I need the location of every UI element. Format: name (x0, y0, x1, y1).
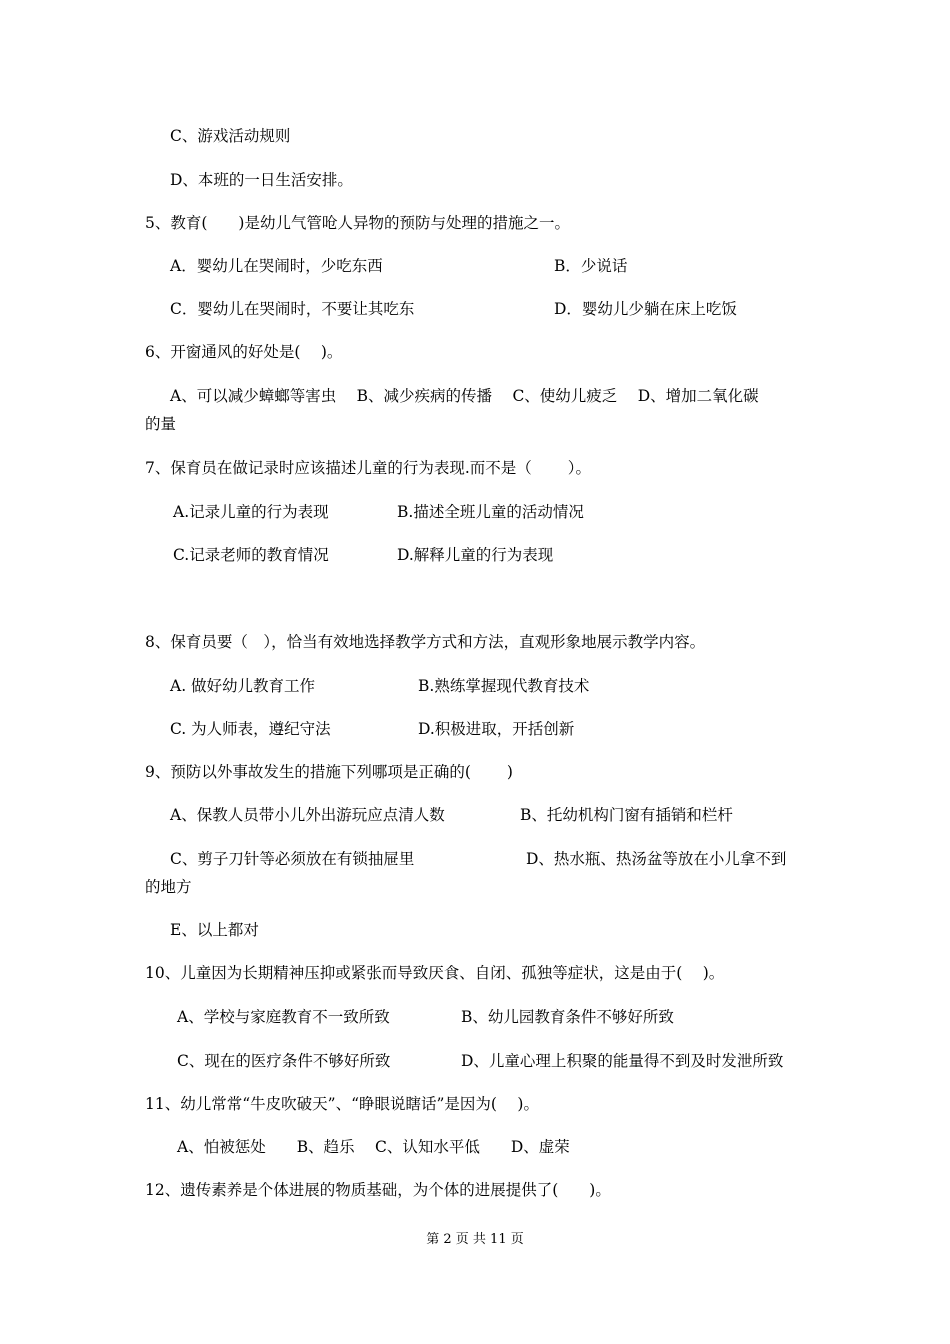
q8-option-d: D.积极进取，开括创新 (418, 720, 575, 738)
q10-option-d: D、儿童心理上积聚的能量得不到及时发泄所致 (461, 1052, 784, 1070)
q5-option-a: A．婴幼儿在哭闹时，少吃东西 (170, 257, 383, 275)
q8-stem: 8、保育员要（ ），恰当有效地选择教学方式和方法，直观形象地展示教学内容。 (145, 633, 706, 651)
q7-stem: 7、保育员在做记录时应该描述儿童的行为表现.而不是（ ）。 (145, 459, 591, 477)
q4-option-d: D、本班的一日生活安排。 (170, 171, 353, 189)
q8-option-b: B.熟练掌握现代教育技术 (418, 677, 590, 695)
q5-stem: 5、教育( )是幼儿气管呛人异物的预防与处理的措施之一。 (145, 214, 570, 232)
q5-option-d: D．婴幼儿少躺在床上吃饭 (554, 300, 737, 318)
q9-option-d-line1: D、热水瓶、热汤盆等放在小儿拿不到 (526, 850, 787, 868)
q5-option-b: B．少说话 (554, 257, 628, 275)
q8-option-a: A. 做好幼儿教育工作 (170, 677, 316, 695)
q9-option-e: E、以上都对 (170, 921, 259, 939)
q9-option-d-line2: 的地方 (145, 878, 192, 896)
page-number: 第 2 页 共 11 页 (426, 1232, 524, 1247)
q9-stem: 9、预防以外事故发生的措施下列哪项是正确的( ) (145, 763, 513, 781)
q10-option-c: C、现在的医疗条件不够好所致 (177, 1052, 391, 1070)
q6-options-line1: A、可以减少蟑螂等害虫 B、减少疾病的传播 C、使幼儿疲乏 D、增加二氧化碳 (170, 387, 759, 405)
q11-stem: 11、幼儿常常“牛皮吹破天”、“睁眼说瞎话”是因为( )。 (145, 1095, 539, 1113)
q7-option-c: C.记录老师的教育情况 (173, 546, 329, 564)
q11-options: A、怕被惩处 B、趋乐 C、认知水平低 D、虚荣 (177, 1138, 570, 1156)
q4-option-c: C、游戏活动规则 (170, 127, 291, 145)
q8-option-c: C. 为人师表，遵纪守法 (170, 720, 331, 738)
q9-option-a: A、保教人员带小儿外出游玩应点清人数 (170, 806, 445, 824)
q10-stem: 10、儿童因为长期精神压抑或紧张而导致厌食、自闭、孤独等症状，这是由于( )。 (145, 964, 725, 982)
q6-options-line2: 的量 (145, 415, 177, 433)
q9-option-b: B、托幼机构门窗有插销和栏杆 (520, 806, 733, 824)
q7-option-d: D.解释儿童的行为表现 (397, 546, 554, 564)
q7-option-b: B.描述全班儿童的活动情况 (397, 503, 584, 521)
q9-option-c: C、剪子刀针等必须放在有锁抽屉里 (170, 850, 415, 868)
q10-option-b: B、幼儿园教育条件不够好所致 (461, 1008, 674, 1026)
q12-stem: 12、遗传素养是个体进展的物质基础，为个体的进展提供了( )。 (145, 1181, 611, 1199)
q5-option-c: C．婴幼儿在哭闹时，不要让其吃东 (170, 300, 415, 318)
q10-option-a: A、学校与家庭教育不一致所致 (177, 1008, 390, 1026)
q6-stem: 6、开窗通风的好处是( )。 (145, 343, 343, 361)
q7-option-a: A.记录儿童的行为表现 (173, 503, 329, 521)
